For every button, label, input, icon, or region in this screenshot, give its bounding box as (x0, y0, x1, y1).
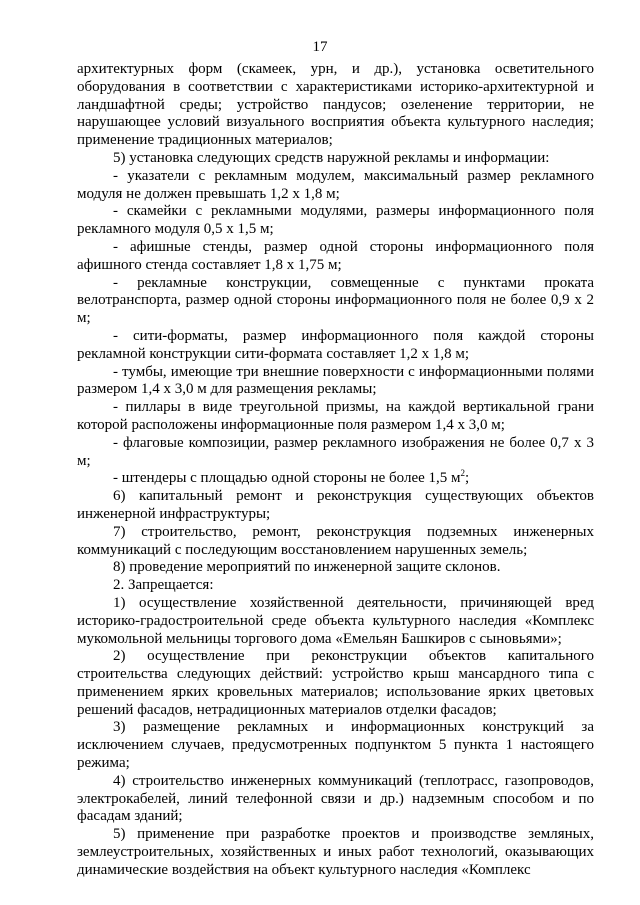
page-number: 17 (312, 39, 328, 55)
list-item: - тумбы, имеющие три внешние поверхности с информационными полями размером 1,4 х 3,0 м для размещения рекламы; (77, 363, 594, 398)
superscript: 2 (460, 468, 465, 479)
list-item: - пиллары в виде треугольной призмы, на каждой вертикальной грани которой расположены информационные поля размером 1,4 х 3,0 м; (77, 399, 594, 433)
list-item: - афишные стенды, размер одной стороны информационного поля афишного стенда составляет 1,8 х 1,75 м; (77, 238, 594, 273)
paragraph: 7) строительство, ремонт, реконструкция подземных инженерных коммуникаций с последующим восстановлением нарушенных земель; (77, 523, 594, 558)
paragraph: 5) установка следующих средств наружной рекламы и информации: (113, 149, 550, 166)
list-item: - указатели с рекламным модулем, максимальный размер рекламного модуля не должен превышать 1,2 х 1,8 м; (77, 167, 594, 202)
paragraph-text: - штендеры с площадью одной стороны не более 1,5 м (113, 470, 461, 487)
paragraph-tail: ; (465, 470, 470, 487)
list-item (77, 470, 594, 488)
paragraph: 3) размещение рекламных и информационных конструкций за исключением случаев, предусмотренных подпунктом 5 пункта 1 настоящего режима; (77, 719, 594, 772)
paragraph: архитектурных форм (скамеек, урн, и др.), установка осветительного оборудования в соответствии с характеристиками историко-архитектурной и ландшафтной среды; устройство пандусов; озеленение территории, не нарушающее условий визуального восприятия объекта культурного наследия; применение традиционных материалов; (77, 61, 594, 149)
paragraph: 5) применение при разработке проектов и производстве земляных, землеустроительных, хозяйственных и иных работ технологий, оказывающих динамические воздействия на объект культурного наследия «Комплекс (77, 826, 594, 878)
paragraph: 6) капитальный ремонт и реконструкция существующих объектов инженерной инфраструктуры; (77, 488, 594, 522)
section-heading: 2. Запрещается: (113, 577, 214, 594)
paragraph: 1) осуществление хозяйственной деятельности, причиняющей вред историко-градостроительной среде объекта культурного наследия «Комплекс мукомольной мельницы торгового дома «Емельян Башкиров с сыновьями»; (77, 594, 594, 647)
list-item: - сити-форматы, размер информационного поля каждой стороны рекламной конструкции сити-формата составляет 1,2 х 1,8 м; (77, 327, 594, 362)
document-body (77, 61, 594, 880)
paragraph: 4) строительство инженерных коммуникаций (теплотрасс, газопроводов, электрокабелей, линий телефонной связи и др.) надземным способом и по фасадам зданий; (77, 772, 594, 825)
list-item: - рекламные конструкции, совмещенные с пунктами проката велотранспорта, размер одной стороны информационного поля не более 0,9 х 2 м; (77, 274, 594, 327)
list-item: - флаговые композиции, размер рекламного изображения не более 0,7 х 3 м; (77, 434, 594, 469)
list-item: - скамейки с рекламными модулями, размеры информационного поля рекламного модуля 0,5 х 1,5 м; (77, 203, 594, 238)
paragraph: 8) проведение мероприятий по инженерной защите склонов. (113, 559, 501, 576)
paragraph: 2) осуществление при реконструкции объектов капитального строительства следующих действий: устройство крыш мансардного типа с применением ярких кровельных материалов; использование ярких цветовых решений фасадов, нетрадиционных материалов отделки фасадов; (77, 648, 594, 718)
